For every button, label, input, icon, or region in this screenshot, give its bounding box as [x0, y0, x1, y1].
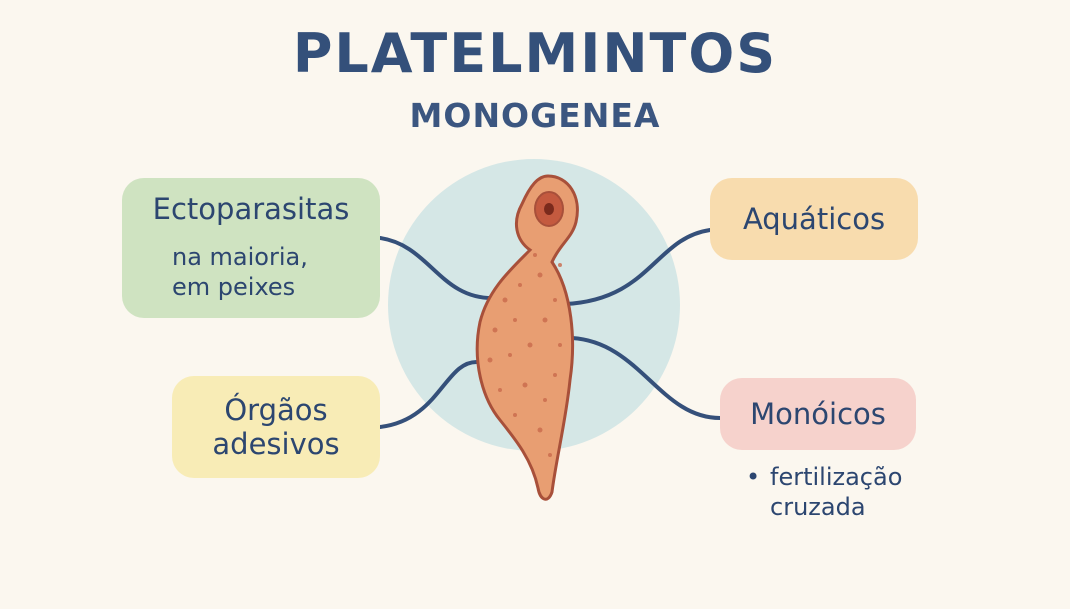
- bullet-icon: •: [746, 463, 761, 491]
- page-subtitle: MONOGENEA: [409, 96, 661, 135]
- aquaticos-label: Aquáticos: [742, 202, 886, 236]
- ectoparasitas-box: [122, 178, 380, 318]
- orgaos-line2: adesivos: [212, 427, 340, 461]
- orgaos-adesivos-box: [172, 376, 380, 478]
- aquaticos-box: [710, 178, 918, 260]
- monoicos-note-line2: cruzada: [770, 493, 866, 521]
- monoicos-label: Monóicos: [750, 397, 886, 431]
- ectoparasitas-label: Ectoparasitas: [152, 192, 350, 226]
- ectoparasitas-detail-line1: na maioria,: [172, 243, 308, 271]
- ectoparasitas-detail: [172, 242, 308, 302]
- monoicos-note-text: [770, 462, 902, 522]
- monoicos-box: [720, 378, 916, 450]
- monoicos-note-line1: fertilização: [770, 463, 903, 491]
- orgaos-label: [212, 393, 339, 461]
- ectoparasitas-detail-line2: em peixes: [172, 273, 296, 301]
- flatworm-sucker-inner: [544, 203, 554, 215]
- page-title: PLATELMINTOS: [292, 22, 778, 85]
- orgaos-line1: Órgãos: [224, 393, 328, 427]
